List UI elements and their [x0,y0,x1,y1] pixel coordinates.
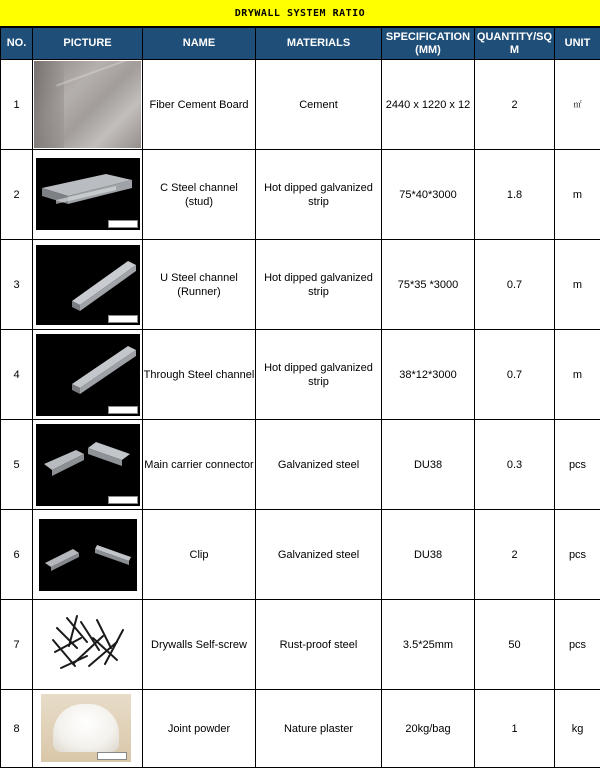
cell-qty: 0.7 [475,330,555,420]
cell-qty: 2 [475,510,555,600]
cell-qty: 0.7 [475,240,555,330]
cell-materials: Galvanized steel [256,420,382,510]
sheet-title: DRYWALL SYSTEM RATIO [0,0,600,27]
through-steel-channel-image [36,334,140,416]
cell-spec: DU38 [382,510,475,600]
cell-spec: DU38 [382,420,475,510]
cell-unit: pcs [555,420,600,510]
cell-materials: Cement [256,60,382,150]
cell-picture [33,150,143,240]
cell-name: U Steel channel (Runner) [143,240,256,330]
cell-name: Main carrier connector [143,420,256,510]
cell-name: C Steel channel (stud) [143,150,256,240]
cell-unit: m [555,330,600,420]
cell-name: Drywalls Self-screw [143,600,256,690]
main-carrier-connector-image [36,424,140,506]
cell-name: Joint powder [143,690,256,768]
brand-badge [108,315,138,323]
header-unit: UNIT [555,28,600,60]
brand-badge [108,406,138,414]
table-row [1,150,600,240]
table-row [1,510,600,600]
u-steel-channel-photo [36,245,140,325]
brand-badge [97,752,127,760]
cell-picture [33,330,143,420]
cell-materials: Galvanized steel [256,510,382,600]
header-quantity: QUANTITY/SQ M [475,28,555,60]
cell-picture [33,60,143,150]
cell-spec: 2440 x 1220 x 12 [382,60,475,150]
fiber-cement-board-photo [34,61,141,148]
header-picture: PICTURE [33,28,143,60]
table-row [1,330,600,420]
cell-materials: Hot dipped galvanized strip [256,330,382,420]
cell-spec: 3.5*25mm [382,600,475,690]
cell-no: 6 [1,510,33,600]
cell-spec: 20kg/bag [382,690,475,768]
cell-picture [33,240,143,330]
main-carrier-connector-photo [36,424,140,506]
cell-name: Through Steel channel [143,330,256,420]
screw-pile-image [47,608,129,680]
cell-unit: m [555,240,600,330]
cell-picture [33,600,143,690]
cell-qty: 1.8 [475,150,555,240]
cell-picture [33,690,143,768]
header-materials: MATERIALS [256,28,382,60]
cell-no: 3 [1,240,33,330]
cell-no: 2 [1,150,33,240]
cell-unit: kg [555,690,600,768]
table-row [1,60,600,150]
cell-materials: Hot dipped galvanized strip [256,150,382,240]
cell-no: 8 [1,690,33,768]
header-specification: SPECIFICATION (MM) [382,28,475,60]
c-steel-channel-photo [36,158,140,230]
through-steel-channel-photo [36,334,140,416]
cell-qty: 0.3 [475,420,555,510]
cell-unit: pcs [555,600,600,690]
table-row [1,240,600,330]
clip-image [39,519,137,591]
cell-spec: 75*40*3000 [382,150,475,240]
cell-name: Fiber Cement Board [143,60,256,150]
clip-photo [39,519,137,591]
table-row [1,420,600,510]
cell-spec: 75*35 *3000 [382,240,475,330]
cell-no: 4 [1,330,33,420]
cell-no: 1 [1,60,33,150]
cell-unit: ㎡ [555,60,600,150]
cell-name: Clip [143,510,256,600]
cell-picture [33,510,143,600]
header-no: NO. [1,28,33,60]
ratio-table [0,27,600,768]
cell-spec: 38*12*3000 [382,330,475,420]
cell-materials: Nature plaster [256,690,382,768]
cell-qty: 2 [475,60,555,150]
brand-badge [108,496,138,504]
table-row [1,600,600,690]
cell-materials: Hot dipped galvanized strip [256,240,382,330]
cell-unit: m [555,150,600,240]
cell-qty: 50 [475,600,555,690]
cell-materials: Rust-proof steel [256,600,382,690]
cell-unit: pcs [555,510,600,600]
cell-no: 5 [1,420,33,510]
cell-no: 7 [1,600,33,690]
self-screw-photo [47,608,129,680]
brand-badge [108,220,138,228]
table-row [1,690,600,768]
u-steel-channel-image [36,245,140,325]
cell-picture [33,420,143,510]
header-row [1,28,600,60]
header-name: NAME [143,28,256,60]
cell-qty: 1 [475,690,555,768]
joint-powder-photo [41,694,131,762]
